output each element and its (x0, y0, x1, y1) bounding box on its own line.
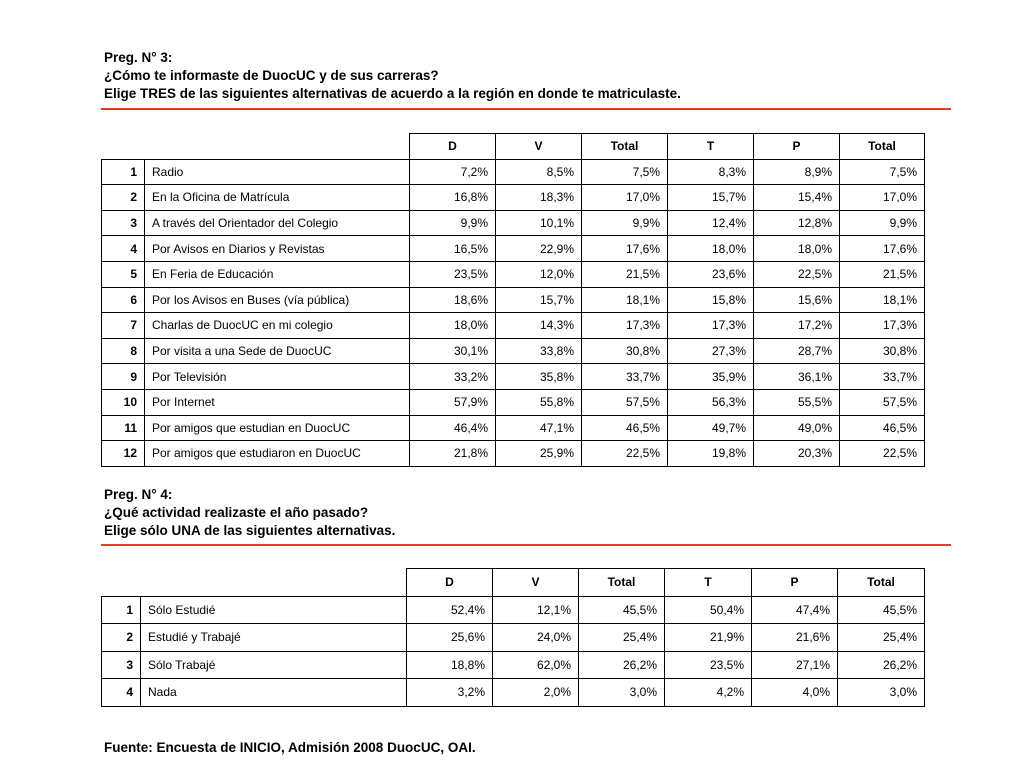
value-cell: 7,2% (410, 159, 496, 185)
value-cell: 8,3% (668, 159, 754, 185)
value-cell: 33,7% (582, 364, 668, 390)
q4-table (101, 568, 925, 707)
q3-header-row (102, 134, 925, 160)
value-cell: 23,5% (665, 651, 752, 679)
table-row (102, 313, 925, 339)
value-cell: 20,3% (754, 441, 840, 467)
value-cell: 33,8% (496, 338, 582, 364)
table-row (102, 415, 925, 441)
value-cell: 24,0% (493, 624, 579, 652)
value-cell: 10,1% (496, 210, 582, 236)
value-cell: 9,9% (582, 210, 668, 236)
q3-title: Preg. N° 3: (104, 50, 173, 65)
q4-heading (104, 486, 395, 540)
row-label: Sólo Estudié (141, 596, 407, 624)
value-cell: 18,1% (582, 287, 668, 313)
value-cell: 27,3% (668, 338, 754, 364)
value-cell: 27,1% (752, 651, 838, 679)
value-cell: 3,0% (838, 679, 925, 707)
row-number: 6 (102, 287, 145, 313)
table-row (102, 679, 925, 707)
value-cell: 22,5% (754, 261, 840, 287)
row-label: Por Avisos en Diarios y Revistas (145, 236, 410, 262)
q4-col-header: V (493, 569, 579, 597)
value-cell: 55,8% (496, 389, 582, 415)
q4-instruction: Elige sólo UNA de las siguientes alternativas. (104, 523, 396, 538)
row-number: 2 (102, 185, 145, 211)
value-cell: 16,5% (410, 236, 496, 262)
value-cell: 25,4% (579, 624, 665, 652)
value-cell: 17,0% (582, 185, 668, 211)
row-label: Charlas de DuocUC en mi colegio (145, 313, 410, 339)
q3-divider (101, 108, 951, 110)
table-row (102, 236, 925, 262)
value-cell: 52,4% (407, 596, 493, 624)
q4-col-header: P (752, 569, 838, 597)
value-cell: 28,7% (754, 338, 840, 364)
value-cell: 57,5% (840, 389, 925, 415)
value-cell: 45,5% (579, 596, 665, 624)
value-cell: 23,5% (410, 261, 496, 287)
value-cell: 17,3% (840, 313, 925, 339)
row-number: 3 (102, 651, 141, 679)
value-cell: 22,5% (840, 441, 925, 467)
table-row (102, 185, 925, 211)
value-cell: 46,5% (840, 415, 925, 441)
value-cell: 45,5% (838, 596, 925, 624)
row-label: Estudié y Trabajé (141, 624, 407, 652)
value-cell: 21,6% (752, 624, 838, 652)
q3-instruction: Elige TRES de las siguientes alternativas de acuerdo a la región en donde te matriculaste. (104, 86, 681, 101)
row-label: Por visita a una Sede de DuocUC (145, 338, 410, 364)
q3-table (101, 133, 925, 467)
q3-col-header: T (668, 134, 754, 160)
q4-col-header: D (407, 569, 493, 597)
value-cell: 16,8% (410, 185, 496, 211)
row-label: Por Televisión (145, 364, 410, 390)
row-number: 12 (102, 441, 145, 467)
table-row (102, 651, 925, 679)
q3-col-header: Total (840, 134, 925, 160)
value-cell: 36,1% (754, 364, 840, 390)
source-footer: Fuente: Encuesta de INICIO, Admisión 2008 DuocUC, OAI. (104, 740, 476, 755)
value-cell: 15,6% (754, 287, 840, 313)
table-row (102, 287, 925, 313)
value-cell: 18,0% (754, 236, 840, 262)
value-cell: 21,5% (582, 261, 668, 287)
value-cell: 26,2% (838, 651, 925, 679)
row-number: 9 (102, 364, 145, 390)
value-cell: 7,5% (840, 159, 925, 185)
q4-title: Preg. N° 4: (104, 487, 173, 502)
value-cell: 57,5% (582, 389, 668, 415)
value-cell: 18,6% (410, 287, 496, 313)
value-cell: 33,2% (410, 364, 496, 390)
value-cell: 47,1% (496, 415, 582, 441)
value-cell: 49,0% (754, 415, 840, 441)
value-cell: 56,3% (668, 389, 754, 415)
row-number: 1 (102, 596, 141, 624)
value-cell: 22,9% (496, 236, 582, 262)
value-cell: 4,2% (665, 679, 752, 707)
value-cell: 35,9% (668, 364, 754, 390)
table-row (102, 159, 925, 185)
value-cell: 22,5% (582, 441, 668, 467)
value-cell: 26,2% (579, 651, 665, 679)
value-cell: 25,9% (496, 441, 582, 467)
q3-header-blank (102, 134, 410, 160)
q4-col-header: Total (838, 569, 925, 597)
value-cell: 19,8% (668, 441, 754, 467)
value-cell: 30,8% (582, 338, 668, 364)
table-row (102, 389, 925, 415)
q3-col-header: D (410, 134, 496, 160)
value-cell: 62,0% (493, 651, 579, 679)
q4-question: ¿Qué actividad realizaste el año pasado? (104, 505, 369, 520)
value-cell: 33,7% (840, 364, 925, 390)
value-cell: 8,9% (754, 159, 840, 185)
table-row (102, 596, 925, 624)
value-cell: 9,9% (410, 210, 496, 236)
value-cell: 4,0% (752, 679, 838, 707)
value-cell: 47,4% (752, 596, 838, 624)
row-number: 4 (102, 236, 145, 262)
q4-header-blank (102, 569, 407, 597)
value-cell: 21,5% (840, 261, 925, 287)
value-cell: 12,1% (493, 596, 579, 624)
value-cell: 17,0% (840, 185, 925, 211)
value-cell: 18,3% (496, 185, 582, 211)
table-row (102, 338, 925, 364)
value-cell: 14,3% (496, 313, 582, 339)
row-label: Por los Avisos en Buses (vía pública) (145, 287, 410, 313)
value-cell: 35,8% (496, 364, 582, 390)
value-cell: 15,4% (754, 185, 840, 211)
row-number: 5 (102, 261, 145, 287)
row-label: Por amigos que estudian en DuocUC (145, 415, 410, 441)
value-cell: 57,9% (410, 389, 496, 415)
value-cell: 17,3% (582, 313, 668, 339)
table-row (102, 261, 925, 287)
value-cell: 50,4% (665, 596, 752, 624)
value-cell: 17,2% (754, 313, 840, 339)
table-row (102, 364, 925, 390)
q3-col-header: V (496, 134, 582, 160)
value-cell: 23,6% (668, 261, 754, 287)
value-cell: 25,4% (838, 624, 925, 652)
value-cell: 8,5% (496, 159, 582, 185)
row-label: Sólo Trabajé (141, 651, 407, 679)
value-cell: 25,6% (407, 624, 493, 652)
value-cell: 15,7% (496, 287, 582, 313)
row-label: Radio (145, 159, 410, 185)
row-label: Por Internet (145, 389, 410, 415)
q3-question: ¿Cómo te informaste de DuocUC y de sus carreras? (104, 68, 439, 83)
value-cell: 3,0% (579, 679, 665, 707)
value-cell: 2,0% (493, 679, 579, 707)
value-cell: 15,7% (668, 185, 754, 211)
row-number: 11 (102, 415, 145, 441)
row-number: 8 (102, 338, 145, 364)
q4-header-row (102, 569, 925, 597)
value-cell: 46,5% (582, 415, 668, 441)
row-number: 10 (102, 389, 145, 415)
q3-heading (104, 49, 681, 103)
table-row (102, 210, 925, 236)
q4-divider (101, 544, 951, 546)
value-cell: 12,8% (754, 210, 840, 236)
row-number: 2 (102, 624, 141, 652)
value-cell: 12,4% (668, 210, 754, 236)
q4-col-header: T (665, 569, 752, 597)
value-cell: 7,5% (582, 159, 668, 185)
row-number: 1 (102, 159, 145, 185)
value-cell: 12,0% (496, 261, 582, 287)
q3-col-header: P (754, 134, 840, 160)
value-cell: 18,0% (668, 236, 754, 262)
q3-col-header: Total (582, 134, 668, 160)
row-label: En Feria de Educación (145, 261, 410, 287)
table-row (102, 624, 925, 652)
table-row (102, 441, 925, 467)
value-cell: 9,9% (840, 210, 925, 236)
value-cell: 17,6% (840, 236, 925, 262)
value-cell: 21,8% (410, 441, 496, 467)
value-cell: 30,1% (410, 338, 496, 364)
row-number: 4 (102, 679, 141, 707)
value-cell: 17,3% (668, 313, 754, 339)
value-cell: 46,4% (410, 415, 496, 441)
value-cell: 15,8% (668, 287, 754, 313)
value-cell: 49,7% (668, 415, 754, 441)
value-cell: 3,2% (407, 679, 493, 707)
row-label: Nada (141, 679, 407, 707)
value-cell: 17,6% (582, 236, 668, 262)
row-label: En la Oficina de Matrícula (145, 185, 410, 211)
row-label: A través del Orientador del Colegio (145, 210, 410, 236)
value-cell: 21,9% (665, 624, 752, 652)
value-cell: 55,5% (754, 389, 840, 415)
value-cell: 18,0% (410, 313, 496, 339)
row-number: 3 (102, 210, 145, 236)
value-cell: 18,1% (840, 287, 925, 313)
row-label: Por amigos que estudiaron en DuocUC (145, 441, 410, 467)
value-cell: 18,8% (407, 651, 493, 679)
q4-col-header: Total (579, 569, 665, 597)
value-cell: 30,8% (840, 338, 925, 364)
row-number: 7 (102, 313, 145, 339)
